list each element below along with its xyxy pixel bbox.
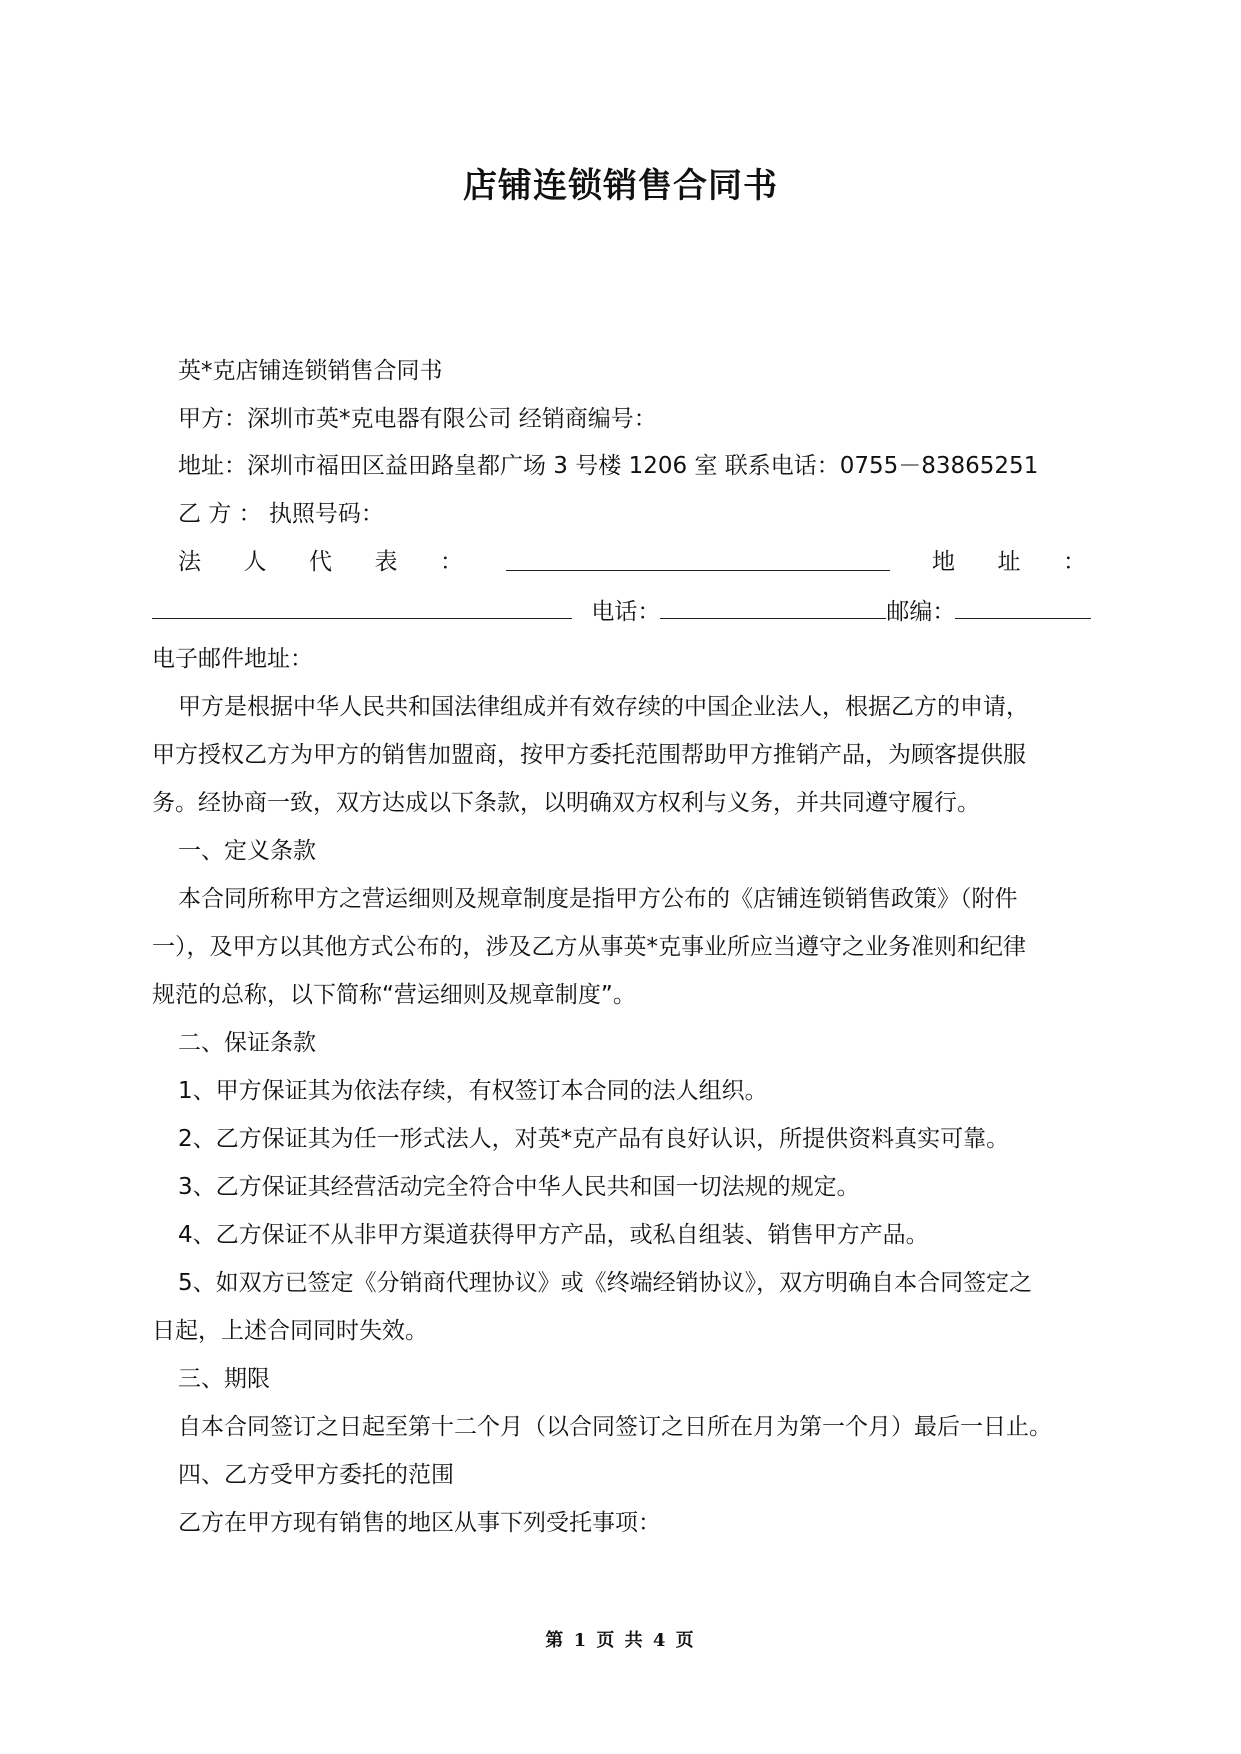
legal-rep-char: 表 <box>374 549 398 575</box>
intro-paragraph-line: 甲方授权乙方为甲方的销售加盟商，按甲方委托范围帮助甲方推销产品，为顾客提供服 <box>152 742 1026 768</box>
contact-row <box>152 594 1087 628</box>
document-title: 店铺连锁销售合同书 <box>463 166 778 206</box>
section-2-item: 1、甲方保证其为依法存续，有权签订本合同的法人组织。 <box>178 1078 768 1104</box>
section-4-paragraph: 乙方在甲方现有销售的地区从事下列受托事项： <box>178 1510 661 1536</box>
page-number: 第 1 页 共 4 页 <box>545 1630 696 1651</box>
section-2-heading: 二、保证条款 <box>178 1030 316 1056</box>
section-1-paragraph-line: 本合同所称甲方之营运细则及规章制度是指甲方公布的《店铺连锁销售政策》（附件 <box>178 886 1018 912</box>
contract-subtitle: 英*克店铺连锁销售合同书 <box>178 358 443 384</box>
legal-rep-char: 代 <box>309 549 332 575</box>
section-2-item-continued: 日起，上述合同同时失效。 <box>152 1318 428 1344</box>
section-1-paragraph-line: 一），及甲方以其他方式公布的，涉及乙方从事英*克事业所应当遵守之业务准则和纪律 <box>152 934 1026 960</box>
section-2-item: 5、如双方已签定《分销商代理协议》或《终端经销协议》，双方明确自本合同签定之 <box>178 1270 1033 1296</box>
section-2-item: 2、乙方保证其为任一形式法人，对英*克产品有良好认识，所提供资料真实可靠。 <box>178 1126 1010 1152</box>
section-1-heading: 一、定义条款 <box>178 838 316 864</box>
section-2-item: 3、乙方保证其经营活动完全符合中华人民共和国一切法规的规定。 <box>178 1174 860 1200</box>
party-b-line: 乙 方 ： 执照号码： <box>178 501 384 527</box>
legal-rep-char: ： <box>440 549 463 575</box>
postcode-label: 邮编： <box>886 599 956 625</box>
address-label-char: 址 <box>997 549 1021 575</box>
legal-rep-blank <box>506 546 890 571</box>
section-3-paragraph: 自本合同签订之日起至第十二个月（以合同签订之日所在月为第一个月）最后一日止。 <box>178 1414 1052 1440</box>
party-a-address-line: 地址：深圳市福田区益田路皇都广场 3 号楼 1206 室 联系电话：0755－83865251 <box>178 453 1039 479</box>
section-4-heading: 四、乙方受甲方委托的范围 <box>178 1462 454 1488</box>
phone-blank <box>660 594 886 619</box>
email-line: 电子邮件地址： <box>152 646 313 672</box>
address-label-char: ： <box>1063 549 1086 575</box>
legal-rep-char: 人 <box>243 549 267 575</box>
legal-rep-char: 法 <box>178 549 201 575</box>
legal-rep-row <box>178 546 1086 578</box>
address-blank <box>152 594 572 619</box>
address-label-char: 地 <box>932 549 955 575</box>
phone-label: 电话： <box>591 599 661 625</box>
party-a-line: 甲方：深圳市英*克电器有限公司 经销商编号： <box>178 406 657 432</box>
section-3-heading: 三、期限 <box>178 1366 270 1392</box>
section-2-item: 4、乙方保证不从非甲方渠道获得甲方产品，或私自组装、销售甲方产品。 <box>178 1222 929 1248</box>
section-1-paragraph-line: 规范的总称，以下简称“营运细则及规章制度”。 <box>152 982 636 1008</box>
postcode-blank <box>955 594 1091 619</box>
intro-paragraph-line: 甲方是根据中华人民共和国法律组成并有效存续的中国企业法人，根据乙方的申请， <box>178 694 1029 720</box>
intro-paragraph-line: 务。经协商一致，双方达成以下条款，以明确双方权利与义务，并共同遵守履行。 <box>152 790 980 816</box>
